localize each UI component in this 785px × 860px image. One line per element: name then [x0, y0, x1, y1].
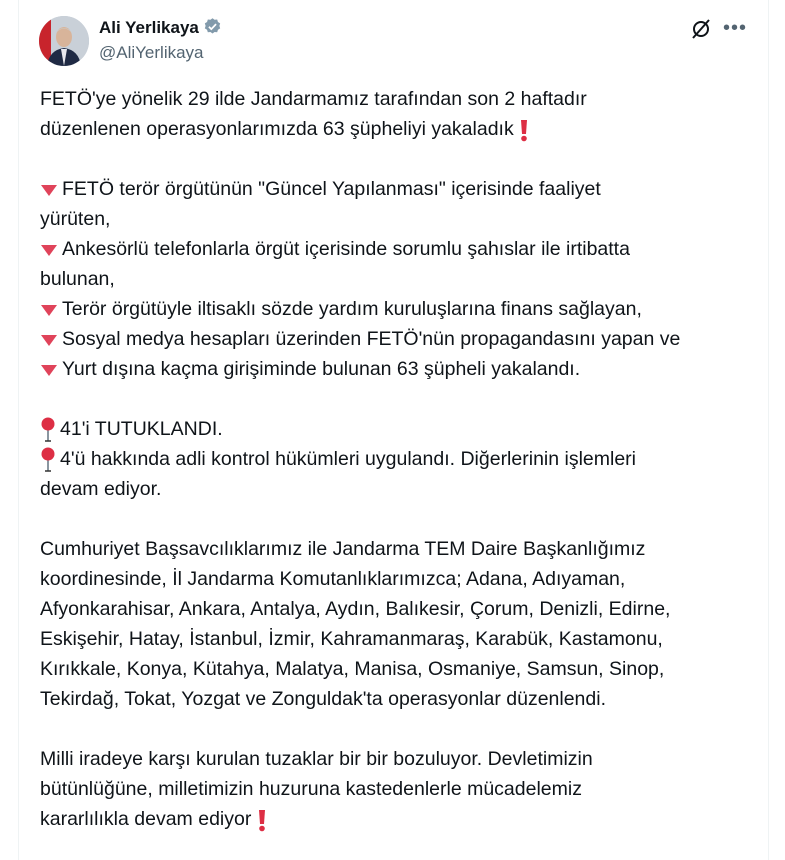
tweet-line — [40, 744, 680, 774]
blank-line — [40, 714, 680, 744]
line-text: FETÖ terör örgütünün "Güncel Yapılanması" içerisinde faaliyet — [62, 178, 601, 200]
line-text: FETÖ'ye yönelik 29 ilde Jandarmamız tarafından son 2 haftadır — [40, 88, 587, 110]
tweet-line — [40, 594, 680, 624]
tweet-line — [40, 324, 680, 354]
line-text: Eskişehir, Hatay, İstanbul, İzmir, Kahramanmaraş, Karabük, Kastamonu, — [40, 628, 663, 650]
line-text: Tekirdağ, Tokat, Yozgat ve Zonguldak'ta operasyonlar düzenlendi. — [40, 688, 606, 710]
line-text: Ankesörlü telefonlarla örgüt içerisinde sorumlu şahıslar ile irtibatta — [62, 238, 630, 260]
tweet-line — [40, 114, 680, 144]
tweet-line — [40, 624, 680, 654]
verified-badge-icon — [203, 17, 222, 36]
line-text: Afyonkarahisar, Ankara, Antalya, Aydın, Balıkesir, Çorum, Denizli, Edirne, — [40, 598, 671, 620]
tweet-line — [40, 774, 680, 804]
line-text: koordinesinde, İl Jandarma Komutanlıklarımızca; Adana, Adıyaman, — [40, 568, 626, 590]
round-pushpin-icon — [40, 448, 60, 470]
line-text: Sosyal medya hesapları üzerinden FETÖ'nün propagandasını yapan ve — [62, 328, 681, 350]
line-text: düzenlenen operasyonlarımızda 63 şüpheliyi yakaladık — [40, 118, 520, 140]
blank-line — [40, 144, 680, 174]
line-text: devam ediyor. — [40, 478, 162, 500]
tweet-line — [40, 564, 680, 594]
line-text: Cumhuriyet Başsavcılıklarımız ile Jandarma TEM Daire Başkanlığımız — [40, 538, 646, 560]
red-triangle-down-icon — [40, 298, 62, 320]
line-text: 4'ü hakkında adli kontrol hükümleri uygulandı. Diğerlerinin işlemleri — [60, 448, 637, 470]
line-text: Yurt dışına kaçma girişiminde bulunan 63 şüpheli yakalandı. — [62, 358, 581, 380]
author-name[interactable]: Ali Yerlikaya — [99, 17, 222, 38]
blank-line — [40, 384, 680, 414]
red-triangle-down-icon — [40, 328, 62, 350]
tweet-line — [40, 444, 680, 474]
avatar[interactable] — [39, 16, 89, 66]
line-text: Terör örgütüyle iltisaklı sözde yardım kuruluşlarına finans sağlayan, — [62, 298, 642, 320]
more-options-button[interactable]: ••• — [723, 17, 748, 39]
tweet-line — [40, 204, 680, 234]
tweet-line — [40, 414, 680, 444]
grok-icon[interactable] — [690, 18, 712, 40]
author-handle[interactable]: @AliYerlikaya — [99, 43, 204, 62]
line-text: 41'i TUTUKLANDI. — [60, 418, 223, 440]
exclamation-icon — [519, 118, 533, 140]
line-text: kararlılıkla devam ediyor — [40, 808, 257, 830]
tweet-line — [40, 264, 680, 294]
tweet-line — [40, 654, 680, 684]
avatar-photo — [39, 16, 89, 66]
line-text: Kırıkkale, Konya, Kütahya, Malatya, Manisa, Osmaniye, Samsun, Sinop, — [40, 658, 665, 680]
red-triangle-down-icon — [40, 178, 62, 200]
tweet-line — [40, 354, 680, 384]
line-text: bütünlüğüne, milletimizin huzuruna kastedenlerle mücadelemiz — [40, 778, 582, 800]
line-text: yürüten, — [40, 208, 111, 230]
line-text: Milli iradeye karşı kurulan tuzaklar bir bir bozuluyor. Devletimizin — [40, 748, 593, 770]
tweet-line — [40, 234, 680, 264]
tweet-line — [40, 174, 680, 204]
tweet-line — [40, 804, 680, 834]
round-pushpin-icon — [40, 418, 60, 440]
exclamation-icon — [257, 808, 271, 830]
tweet-text — [40, 84, 680, 834]
red-triangle-down-icon — [40, 358, 62, 380]
blank-line — [40, 504, 680, 534]
line-text: bulunan, — [40, 268, 115, 290]
tweet-line — [40, 294, 680, 324]
tweet-line — [40, 534, 680, 564]
tweet-line — [40, 84, 680, 114]
red-triangle-down-icon — [40, 238, 62, 260]
tweet-line — [40, 474, 680, 504]
tweet-line — [40, 684, 680, 714]
